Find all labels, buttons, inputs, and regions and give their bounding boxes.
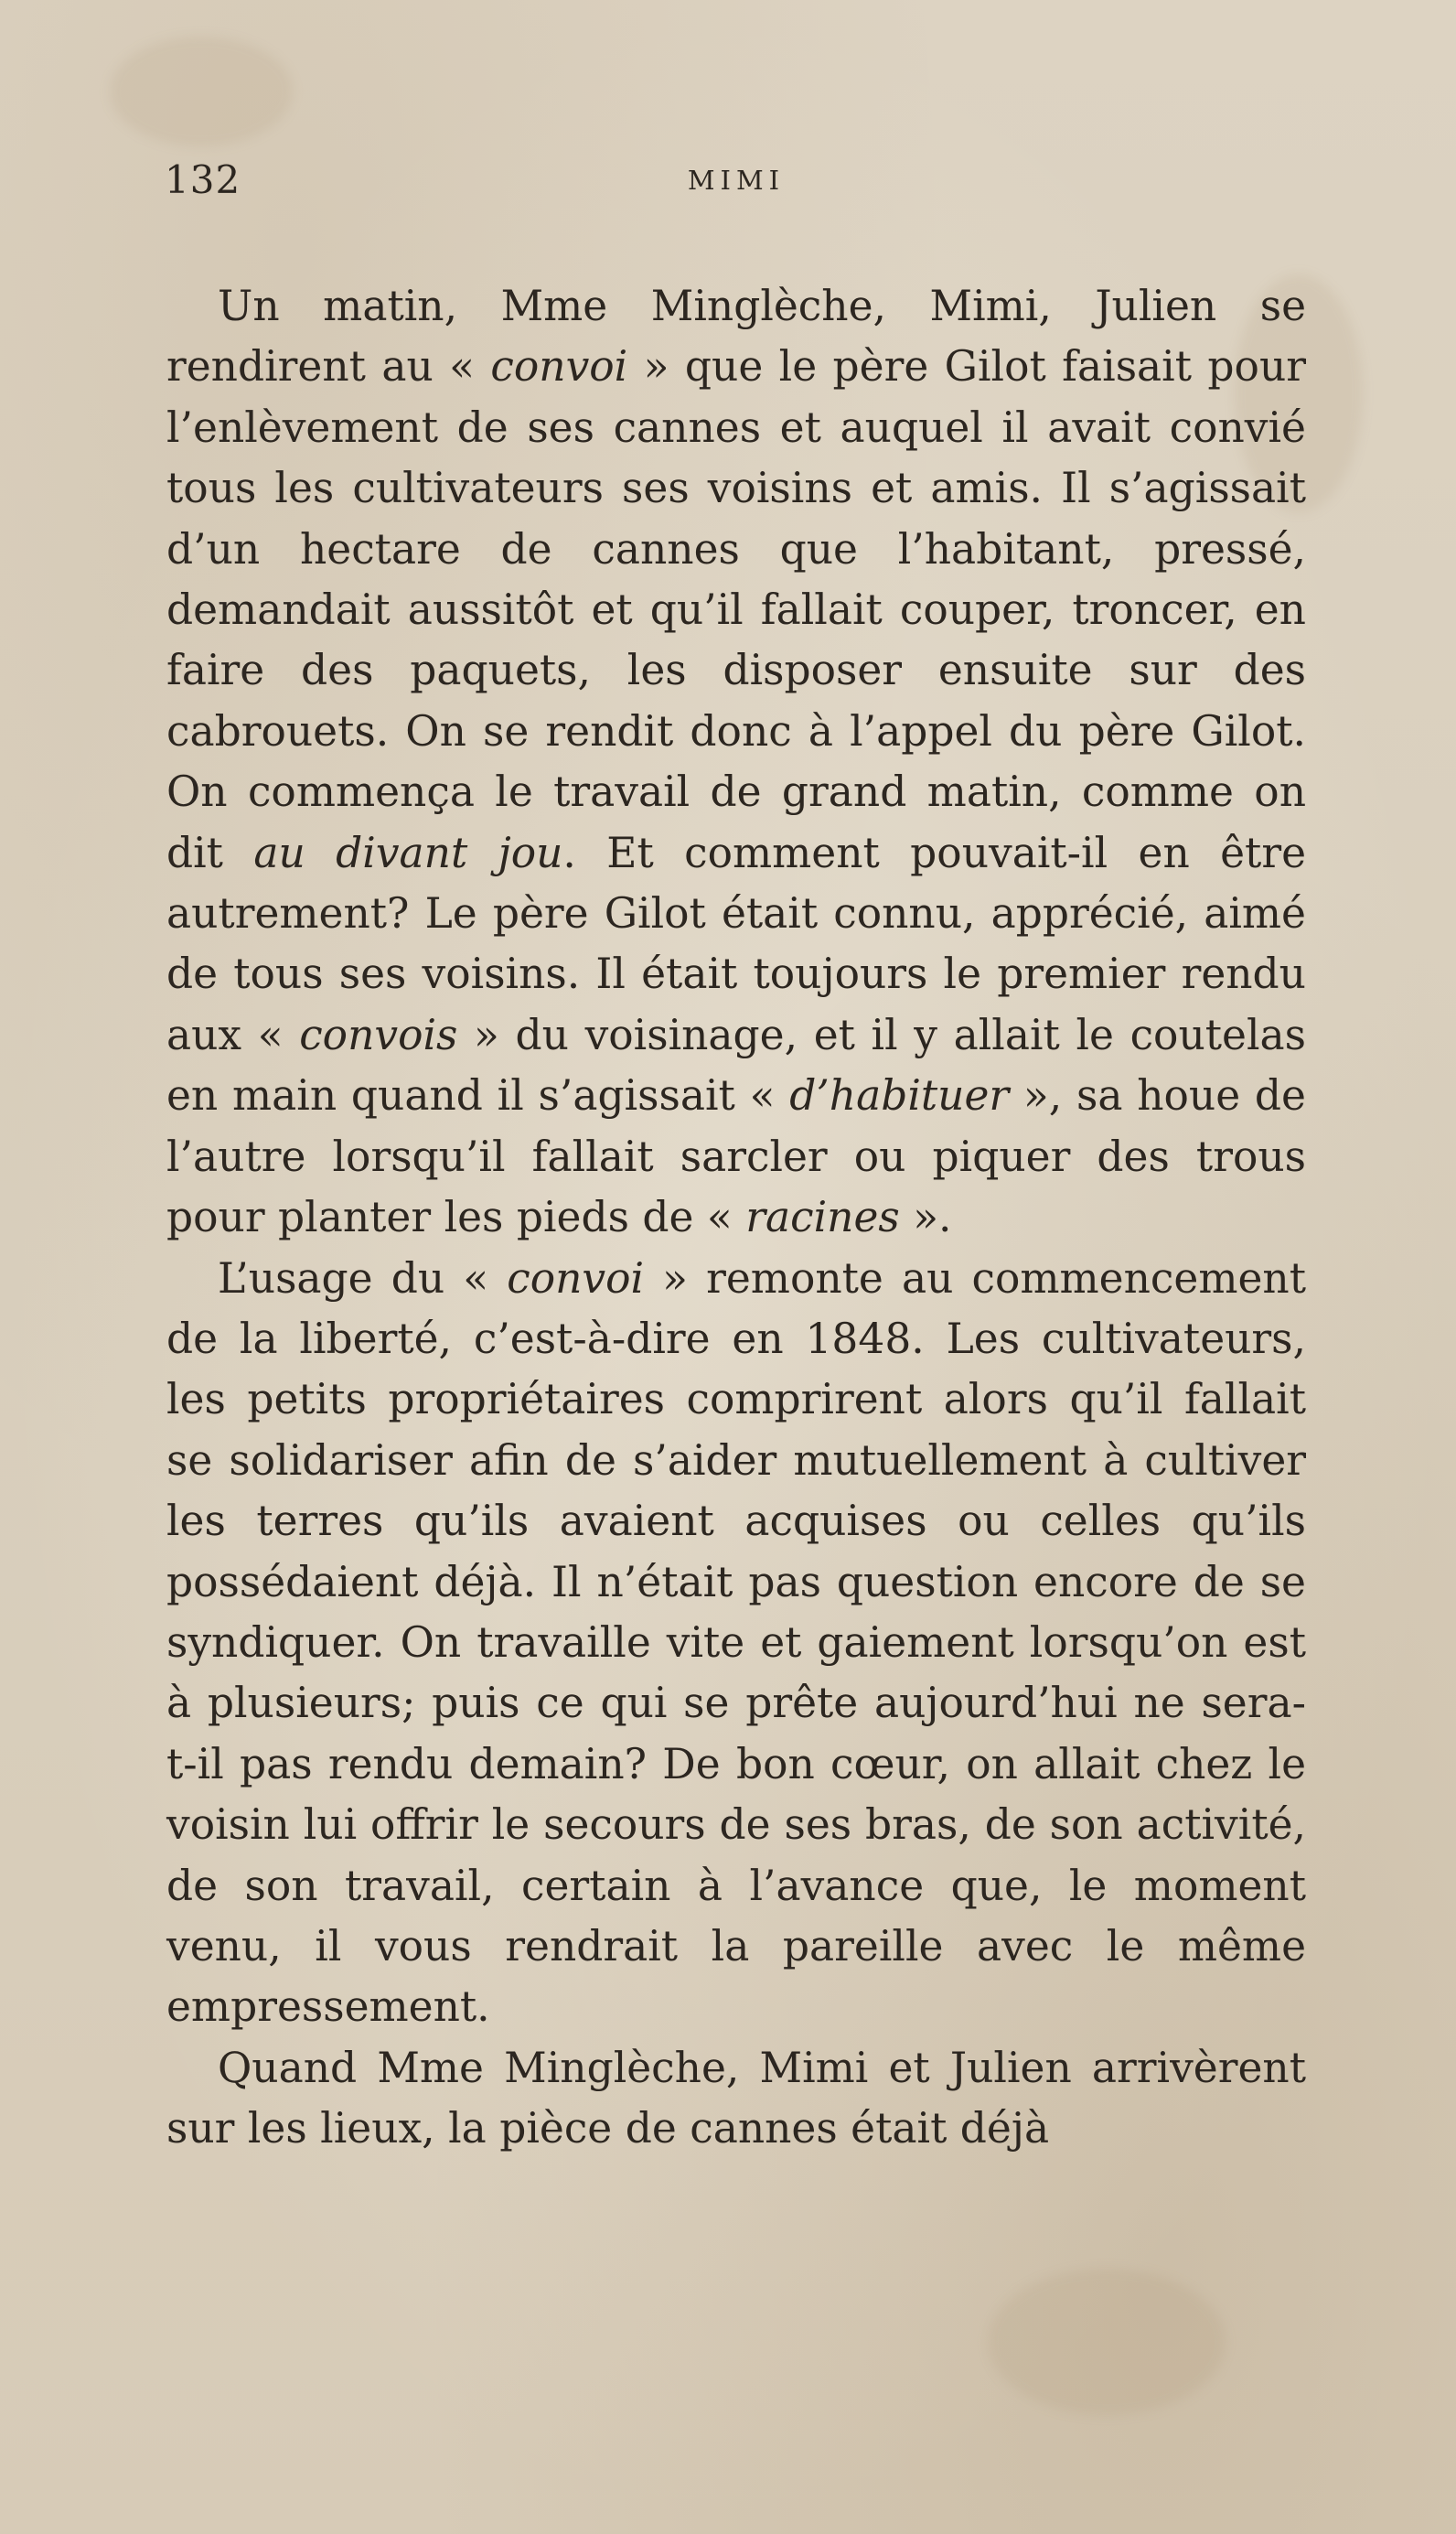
paper-stain	[988, 2269, 1226, 2415]
paper-stain	[110, 37, 293, 146]
italic-term: convois	[299, 1010, 458, 1059]
body-text	[166, 276, 1306, 2160]
paragraph: Quand Mme Minglèche, Mimi et Julien arrivèrent sur les lieux, la pièce de cannes était déjà	[166, 2043, 1306, 2153]
italic-term: d’habituer	[789, 1071, 1010, 1121]
page-number: 132	[165, 157, 241, 202]
italic-term: au divant jou	[253, 828, 563, 877]
page-header	[165, 157, 1308, 212]
paragraph: Un matin, Mme Minglèche, Mimi, Julien se rendirent au « convoi » que le père Gilot faisait pour l’enlèvement de ses cannes et auquel il avait convié tous les cultivateurs ses voisins et amis. Il s’agissait d’un hectare de cannes que l’habitant, pressé, demandait aussitôt et qu’il fallait couper, troncer, en faire des paquets, les disposer ensuite sur des cabrouets. On se rendit donc à l’appel du père Gilot. On commença le travail de grand matin, comme on dit au divant jou. Et comment pouvait-il en être autrement? Le père Gilot était connu, apprécié, aimé de tous ses voisins. Il était toujours le premier rendu aux « convois » du voisinage, et il y allait le coutelas en main quand il s’agissait « d’habituer », sa houe de l’autre lorsqu’il fallait sarcler ou piquer des trous pour planter les pieds de « racines ».	[166, 282, 1306, 1242]
italic-term: convoi	[507, 1253, 645, 1303]
italic-term: convoi	[490, 342, 628, 392]
paragraph: L’usage du « convoi » remonte au commencement de la liberté, c’est-à-dire en 1848. Les cultivateurs, les petits propriétaires comprirent alors qu’il fallait se solidariser afin de s’aider mutuellement à cultiver les terres qu’ils avaient acquises ou celles qu’ils possédaient déjà. Il n’était pas question encore de se syndiquer. On travaille vite et gaiement lorsqu’on est à plusieurs; puis ce qui se prête aujourd’hui ne sera-t-il pas rendu demain? De bon cœur, on allait chez le voisin lui offrir le secours de ses bras, de son activité, de son travail, certain à l’avance que, le moment venu, il vous rendrait la pareille avec le même empressement.	[166, 1253, 1306, 2032]
italic-term: racines	[745, 1193, 900, 1242]
running-title: MIMI	[687, 165, 786, 196]
